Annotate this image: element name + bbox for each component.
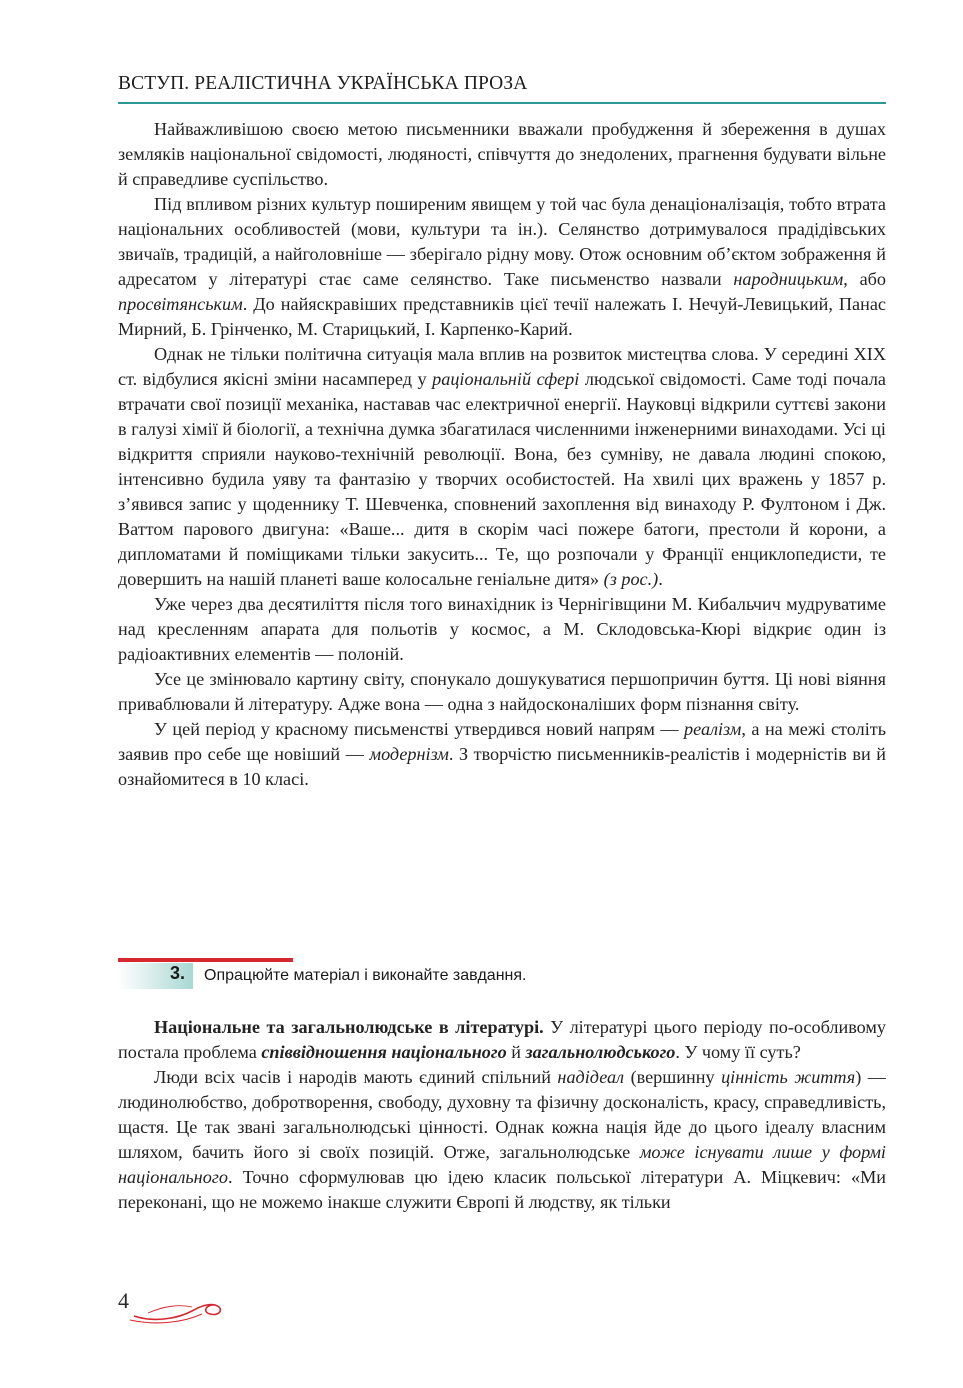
text-block-intro <box>118 117 886 792</box>
bold-italic-term: співвідношення національного <box>261 1042 507 1062</box>
paragraph: Національне та загальнолюдське в літературі. У літературі цього періоду по-особливому постала проблема співвідношення національного й загальнолюдського. У чому її суть? <box>118 1017 887 1062</box>
italic-term: надідеал <box>557 1067 625 1087</box>
header-rule <box>118 102 886 104</box>
paragraph: Під впливом різних культур поширеним явищем у той час була денаціоналізація, тобто втрата національних особливостей (мови, культури та ін.). Селянство дотримувалося прадідівських звичаїв, традицій, а найголовніше — зберігало рідну мову. Отож основним об’єктом зображення й адресатом у літературі стає саме селянство. Таке письменство назвали народницьким, або просвітянським. До найяскравіших представників цієї течії належать І. Нечуй-Левицький, Панас Мирний, Б. Грінченко, М. Старицький, І. Карпенко-Карий. <box>118 194 886 339</box>
paragraph: Однак не тільки політична ситуація мала вплив на розвиток мистецтва слова. У середині XIX ст. відбулися якісні зміни насамперед у раціональній сфері людської свідомості. Саме тоді почала втрачати свої позиції механіка, наставав час електричної енергії. Науковці відкрили суттєві закони в галузі хімії й біології, а технічна думка збагатилася численними інженерними винаходами. Усі ці відкриття сприяли науково-технічній революції. Вона, без сумніву, не давала людині спокою, інтенсивно будила уяву та фантазію у творчих особистостей. На хвилі цих вражень у 1857 р. з’явився запис у щоденнику Т. Шевченка, сповнений захоплення від винаходу Р. Фултоном і Дж. Ваттом парового двигуна: «Ваше... дитя в скорім часі пожере батоги, престоли й корони, а дипломатами й поміщиками тільки закусить... Те, що розпочали у Франції енциклопедисти, те довершить на нашій планеті ваше колосальне геніальне дитя» (з рос.). <box>118 344 886 589</box>
italic-term: цінність життя <box>721 1067 856 1087</box>
italic-term: може існувати лише у формі національного <box>118 1142 886 1187</box>
paragraph: Найважливішою своєю метою письменники вважали пробудження й збереження в душах земляків національної свідомості, людяності, співчуття до знедолених, прагнення будувати вільне й справедливе суспільство. <box>118 119 886 189</box>
paragraph: Уже через два десятиліття після того винахідник із Чернігівщини М. Кибальчич мудруватиме над кресленням апарата для польотів у космос, а М. Склодовська-Кюрі відкриє один із радіоактивних елементів — полоній. <box>118 594 886 664</box>
italic-note: (з рос.) <box>603 569 659 589</box>
italic-term: реалізм <box>684 719 742 739</box>
task-red-rule <box>118 958 293 962</box>
italic-term: раціональній сфері <box>432 369 580 389</box>
bold-italic-term: загальнолюдського <box>525 1042 676 1062</box>
section-lead: Національне та загальнолюдське в літературі. <box>154 1017 544 1037</box>
task-number: 3. <box>170 963 186 983</box>
paragraph: Усе це змінювало картину світу, спонукало дошукуватися першопричин буття. Ці нові віяння приваблювали й літературу. Адже вона — одна з найдосконаліших форм пізнання світу. <box>118 669 886 714</box>
text-block-national <box>118 1015 886 1215</box>
paragraph: У цей період у красному письменстві утвердився новий напрям — реалізм, а на межі століть заявив про себе ще новіший — модернізм. З творчістю письменників-реалістів і модерністів ви й ознайомитеся в 10 класі. <box>118 719 886 789</box>
task-heading <box>118 958 886 994</box>
italic-term: народницьким <box>733 269 844 289</box>
task-instruction: Опрацюйте матеріал і виконайте завдання. <box>204 967 527 984</box>
italic-term: модернізм <box>369 744 449 764</box>
swirl-ornament-icon <box>118 1294 228 1330</box>
page-number: 4 <box>118 1288 129 1313</box>
italic-term: просвітянським <box>118 294 243 314</box>
running-title: ВСТУП. РЕАЛІСТИЧНА УКРАЇНСЬКА ПРОЗА <box>118 73 528 94</box>
paragraph: Люди всіх часів і народів мають єдиний спільний надідеал (вершинну цінність життя) — людинолюбство, добротворення, свободу, духовну та фізичну досконалість, красу, справедливість, щастя. Це так звані загальнолюдські цінності. Однак кожна нація йде до цього ідеалу власним шляхом, бачить його зі своїх позицій. Отже, загальнолюдське може існувати лише у формі національного. Точно сформулював цю ідею класик польської літератури А. Міцкевич: «Ми переконані, що не можемо інакше служити Європі й людству, як тільки <box>118 1067 886 1212</box>
